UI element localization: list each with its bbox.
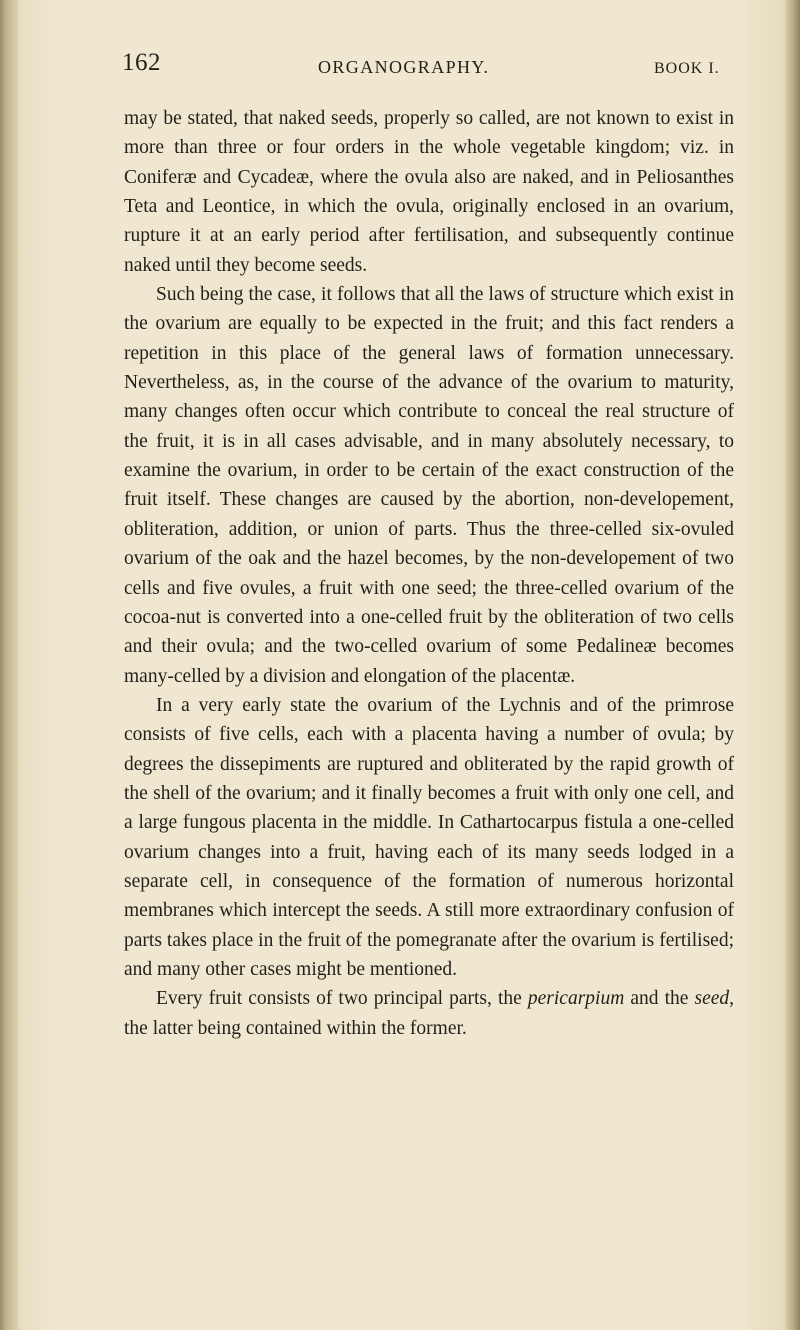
paragraph-4-text-after: , the latter being contained within the former. bbox=[124, 988, 735, 1039]
term-pericarpium: pericarpium bbox=[527, 988, 625, 1010]
paragraph-4 bbox=[124, 984, 734, 1043]
running-title: ORGANOGRAPHY. bbox=[318, 57, 490, 77]
paragraph-1: may be stated, that naked seeds, properly so called, are not known to exist in more than three or four orders in the whole vegetable kingdom; viz. in Coniferæ and Cycadeæ, where the ovula also are naked, and in Peliosanthes Teta and Leontice, in which the ovula, originally enclosed in an ovarium, rupture it at an early period after fertilisation, and subsequently continue naked until they become seeds. bbox=[124, 108, 734, 276]
page-gutter-shadow-left bbox=[0, 0, 18, 1330]
paragraph-2: Such being the case, it follows that all the laws of structure which exist in the ovarium are equally to be expected in the fruit; and this fact renders a repetition in this place of the general laws of formation unnecessary. Nevertheless, as, in the course of the advance of the ovarium to maturity, many changes often occur which contribute to conceal the real structure of the fruit, it is in all cases advisable, and in many absolutely necessary, to examine the ovarium, in order to be certain of the exact construction of the fruit itself. These changes are caused by the abortion, non-developement, obliteration, addition, or union of parts. Thus the three-celled six-ovuled ovarium of the oak and the hazel becomes, by the non-developement of two cells and five ovules, a fruit with one seed; the three-celled ovarium of the cocoa-nut is converted into a one-celled fruit by the obliteration of two cells and their ovula; and the two-celled ovarium of some Pedalineæ becomes many-celled by a division and elongation of the placentæ. bbox=[124, 284, 734, 687]
page-header bbox=[122, 48, 742, 84]
term-seed: seed bbox=[694, 988, 730, 1010]
paragraph-4-text-middle: and the bbox=[624, 988, 695, 1010]
body-text bbox=[124, 104, 734, 1043]
book-label: BOOK I. bbox=[654, 60, 720, 77]
paragraph-3: In a very early state the ovarium of the Lychnis and of the primrose consists of five cells, each with a placenta having a number of ovula; by degrees the dissepiments are ruptured and obliterated by the rapid growth of the shell of the ovarium; and it finally becomes a fruit with only one cell, and a large fungous placenta in the middle. In Cathartocarpus fistula a one-celled ovarium changes into a fruit, having each of its many seeds lodged in a separate cell, in consequence of the formation of numerous horizontal membranes which intercept the seeds. A still more extraordinary confusion of parts takes place in the fruit of the pomegranate after the ovarium is fertilised; and many other cases might be mentioned. bbox=[124, 694, 734, 980]
page-number: 162 bbox=[122, 49, 161, 76]
paragraph-4-text-before: Every fruit consists of two principal parts, the bbox=[156, 988, 528, 1010]
page-edge-shadow-right bbox=[786, 0, 800, 1330]
